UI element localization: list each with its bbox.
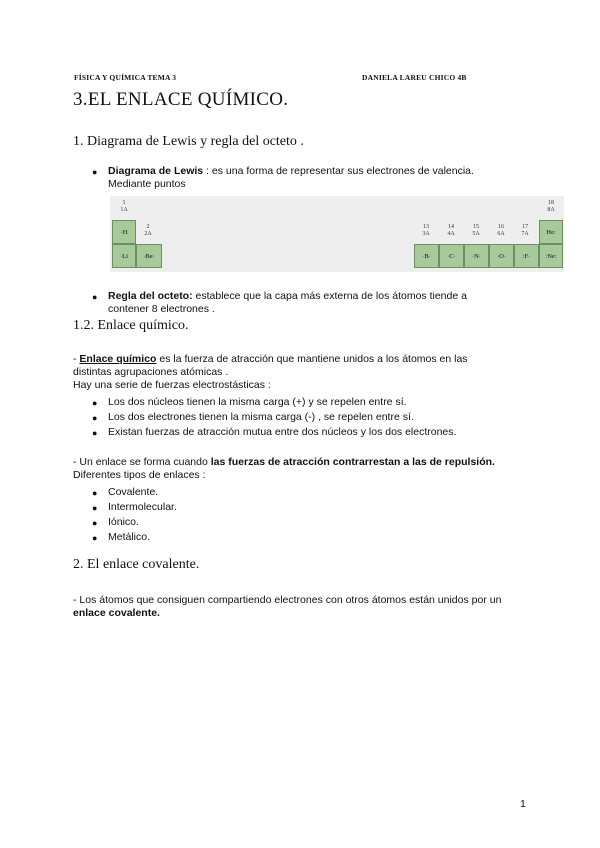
bullet-icon: ● — [92, 518, 98, 528]
enlace-text-line2: distintas agrupaciones atómicas . — [73, 366, 229, 378]
bond-type-item: Metálico. — [108, 531, 151, 543]
force-item: Existan fuerzas de atracción mutua entre dos núcleos y los dos electrones. — [108, 426, 457, 438]
group-header: 15 5A — [472, 224, 480, 237]
header-left: FÍSICA Y QUÍMICA TEMA 3 — [74, 73, 177, 82]
group-header: 14 4A — [447, 224, 455, 237]
element-N: ·N· — [464, 244, 489, 268]
bullet-icon: ● — [92, 428, 98, 438]
page-title: 3.EL ENLACE QUÍMICO. — [73, 89, 289, 110]
section-2-heading: 2. El enlace covalente. — [73, 557, 200, 572]
element-C: ·C· — [439, 244, 464, 268]
lewis-text-line2: Mediante puntos — [108, 178, 186, 190]
octet-text: establece que la capa más externa de los átomos tiende a — [192, 290, 467, 302]
bullet-icon: ● — [92, 488, 98, 498]
forces-intro: Hay una serie de fuerzas electrostásticas : — [73, 379, 271, 391]
covalent-definition — [73, 594, 553, 620]
enlace-text: es la fuerza de atracción que mantiene unidos a los átomos en las — [156, 353, 468, 365]
octet-rule — [108, 290, 548, 316]
bullet-icon: ● — [92, 167, 98, 177]
group-header: 16 6A — [497, 224, 505, 237]
bullet-icon: ● — [92, 503, 98, 513]
group-header: 2 2A — [144, 224, 152, 237]
element-B: ·B· — [414, 244, 439, 268]
bond-type-item: Covalente. — [108, 486, 159, 498]
enlace-definition — [73, 353, 543, 392]
section-1-heading: 1. Diagrama de Lewis y regla del octeto . — [73, 134, 304, 149]
octet-term: Regla del octeto: — [108, 290, 193, 302]
bullet-icon: ● — [92, 533, 98, 543]
element-Li: ·Li — [112, 244, 136, 268]
covalent-text: - Los átomos que consiguen compartiendo electrones con otros átomos están unidos por un — [73, 594, 502, 606]
element-F: :F· — [514, 244, 539, 268]
bond-formation-bold: las fuerzas de atracción contrarrestan a las de repulsión. — [210, 456, 495, 468]
bullet-icon: ● — [92, 398, 98, 408]
group-header: 18 8A — [547, 200, 555, 213]
covalent-term: enlace covalente. — [73, 607, 160, 619]
page-number: 1 — [520, 798, 526, 810]
lewis-term: Diagrama de Lewis — [108, 165, 204, 177]
header-right: DANIELA LAREU CHICO 4B — [362, 73, 467, 82]
dash: - — [73, 353, 80, 365]
lewis-text: : es una forma de representar sus electrones de valencia. — [203, 165, 474, 177]
enlace-term: Enlace químico — [79, 353, 157, 365]
bond-formation — [73, 456, 553, 482]
force-item: Los dos electrones tienen la misma carga (-) , se repelen entre sí. — [108, 411, 414, 423]
group-header: 1 1A — [120, 200, 128, 213]
element-O: ·O· — [489, 244, 514, 268]
octet-text-line2: contener 8 electrones . — [108, 303, 215, 315]
element-Be: ·Be· — [136, 244, 162, 268]
bullet-icon: ● — [92, 413, 98, 423]
lewis-periodic-table — [110, 196, 564, 272]
group-header: 13 3A — [422, 224, 430, 237]
bond-formation-text: - Un enlace se forma cuando — [73, 456, 211, 468]
group-header: 17 7A — [521, 224, 529, 237]
bond-type-item: Intermolecular. — [108, 501, 177, 513]
bond-types-intro: Diferentes tipos de enlaces : — [73, 469, 206, 481]
lewis-definition — [108, 165, 548, 191]
element-Ne: :Ne: — [539, 244, 563, 268]
force-item: Los dos núcleos tienen la misma carga (+) y se repelen entre sí. — [108, 396, 407, 408]
element-H: ·H — [112, 220, 136, 244]
bond-type-item: Iónico. — [108, 516, 139, 528]
bullet-icon: ● — [92, 292, 98, 302]
section-1-2-heading: 1.2. Enlace químico. — [73, 318, 189, 333]
element-He: He: — [539, 220, 563, 244]
